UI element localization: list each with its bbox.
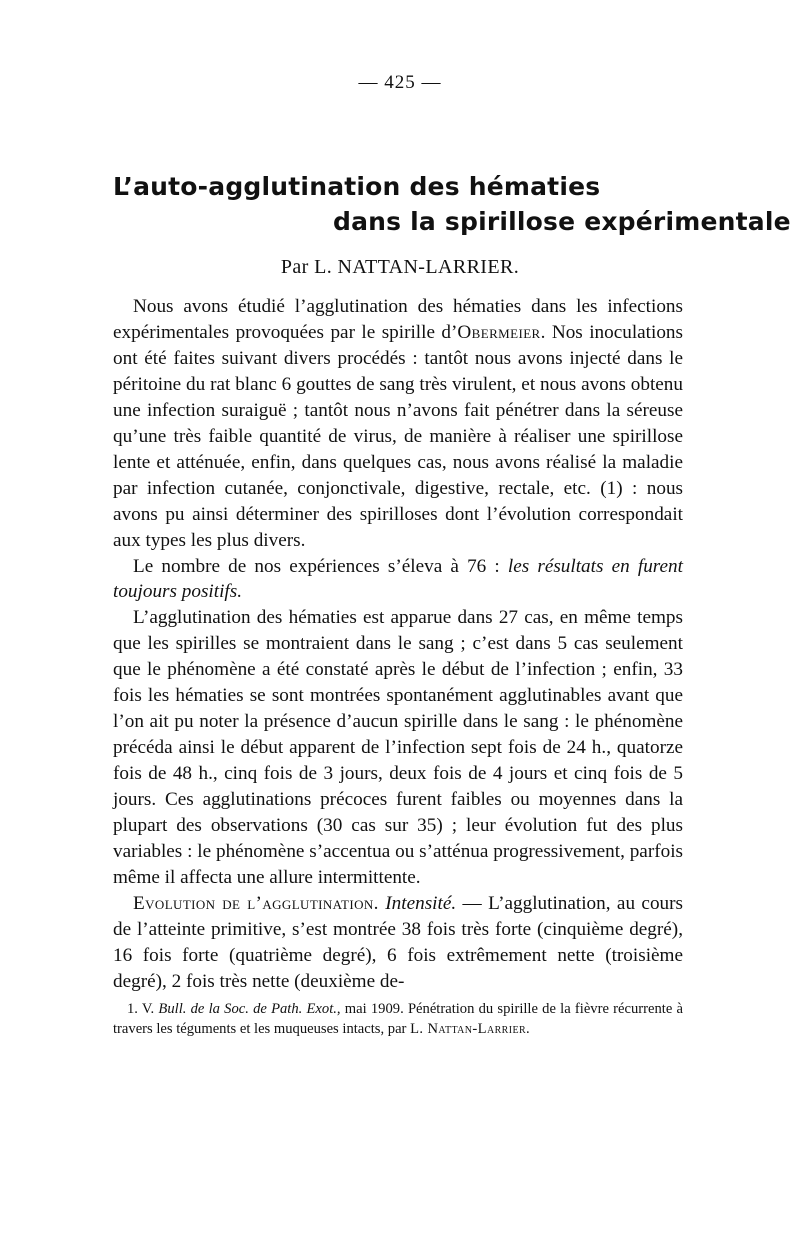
article-title-line-1: L’auto-agglutination des hématies [113,172,601,201]
article-title-line-2: dans la spirillose expérimentale [333,207,791,236]
journal-reference: Bull. de la Soc. de Path. Exot. [158,1001,337,1017]
paragraph-3: L’agglutination des hématies est apparue dans 27 cas, en même temps que les spirilles se montraient dans le sang ; c’est dans 5 cas seulement que le phénomène a été constaté après le début de l’infection ; enfin, 33 fois les hématies se sont montrées spontanément agglutinables avant que l’on ait pu noter la présence d’aucun spirille dans le sang : le phénomène précéda ainsi le début apparent de l’infection sept fois de 24 h., quatorze fois de 48 h., cinq fois de 3 jours, deux fois de 4 jours et cinq fois de 5 jours. Ces agglutinations précoces furent faibles ou moyennes dans la plupart des observations (30 cas sur 35) ; leur évolution fut des plus variables : le phénomène s’accentua ou s’atténua progressivement, parfois même il affecta une allure intermittente. [113,607,683,888]
subheading-intensite: Intensité. [385,892,457,914]
paragraph-1: Nous avons étudié l’agglutination des hématies dans les infections expérimentales provoquées par le spirille d’Obermeier. Nos inoculations ont été faites suivant divers procédés : tantôt nous avons injecté dans le péritoine du rat blanc 6 gouttes de sang très virulent, et nous avons obtenu une infection suraiguë ; tantôt nous n’avons fait pénétrer dans la séreuse qu’une très faible quantité de virus, de manière à réaliser une spirillose lente et atténuée, enfin, dans quelques cas, nous avons réalisé la maladie par infection cutanée, conjonctivale, digestive, rectale, etc. (1) : nous avons pu ainsi déterminer des spirilloses dont l’évolution correspondait aux types les plus divers. [113,296,683,551]
obermeier-name: Obermeier [457,321,541,343]
paragraph-4: Evolution de l’agglutination. Intensité. — L’agglutination, au cours de l’atteinte primitive, s’est montrée 38 fois très forte (cinquième degré), 16 fois forte (quatrième degré), 6 fois extrêmement nette (troisième degré), 2 fois très nette (deuxième de- [113,892,683,992]
footnote: 1. V. Bull. de la Soc. de Path. Exot., mai 1909. Pénétration du spirille de la fièvre récurrente à travers les téguments et les muqueuses intacts, par L. Nattan-Larrier. [113,1001,683,1037]
author-line: Par L. NATTAN-LARRIER. [280,256,520,278]
results-italic: les résultats en furent toujours positifs. [113,555,683,603]
section-heading: Evolution de l’agglutination. [133,892,379,914]
article-body [113,294,683,995]
page-number: — 425 — [358,72,442,93]
paragraph-2: Le nombre de nos expériences s’éleva à 76 : les résultats en furent toujours positifs. [113,555,683,603]
footnote-author: L. Nattan-Larrier [410,1020,527,1037]
